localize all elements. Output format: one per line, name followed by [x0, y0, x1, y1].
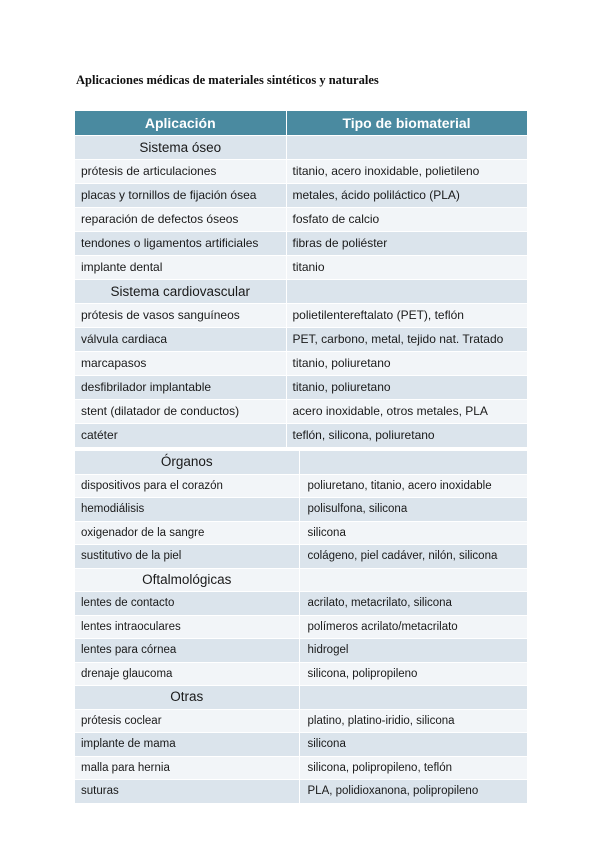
biomaterials-table-part-2 — [75, 451, 528, 804]
biomaterial-cell: titanio, poliuretano — [286, 376, 527, 400]
table-row — [75, 400, 527, 424]
biomaterial-cell: PLA, polidioxanona, polipropileno — [299, 780, 527, 804]
table-row — [75, 184, 527, 208]
application-cell: válvula cardiaca — [75, 328, 286, 352]
table-row — [75, 424, 527, 448]
table-row — [75, 615, 527, 639]
section-row — [75, 280, 527, 304]
section-empty-cell — [286, 136, 527, 160]
biomaterial-cell: silicona — [299, 521, 527, 545]
table-row — [75, 498, 527, 522]
biomaterial-cell: colágeno, piel cadáver, nilón, silicona — [299, 545, 527, 569]
table-row — [75, 256, 527, 280]
table-row — [75, 208, 527, 232]
table-row — [75, 639, 527, 663]
application-cell: reparación de defectos óseos — [75, 208, 286, 232]
application-cell: dispositivos para el corazón — [75, 474, 299, 498]
section-heading: Otras — [75, 686, 299, 710]
application-cell: sustitutivo de la piel — [75, 545, 299, 569]
application-cell: prótesis de articulaciones — [75, 160, 286, 184]
biomaterial-cell: poliuretano, titanio, acero inoxidable — [299, 474, 527, 498]
biomaterial-cell: acrilato, metacrilato, silicona — [299, 592, 527, 616]
table-row — [75, 352, 527, 376]
header-aplicacion: Aplicación — [75, 111, 286, 136]
document-title: Aplicaciones médicas de materiales sintéticos y naturales — [76, 73, 379, 87]
section-empty-cell — [299, 568, 527, 592]
table-row — [75, 160, 527, 184]
section-row — [75, 451, 527, 474]
section-row — [75, 136, 527, 160]
application-cell: implante dental — [75, 256, 286, 280]
biomaterial-cell: polímeros acrilato/metacrilato — [299, 615, 527, 639]
biomaterial-cell: polietilentereftalato (PET), teflón — [286, 304, 527, 328]
application-cell: lentes de contacto — [75, 592, 299, 616]
table-row — [75, 521, 527, 545]
biomaterial-cell: metales, ácido poliláctico (PLA) — [286, 184, 527, 208]
section-empty-cell — [299, 686, 527, 710]
biomaterial-cell: PET, carbono, metal, tejido nat. Tratado — [286, 328, 527, 352]
application-cell: suturas — [75, 780, 299, 804]
section-heading: Sistema óseo — [75, 136, 286, 160]
section-heading: Órganos — [75, 451, 299, 474]
application-cell: drenaje glaucoma — [75, 662, 299, 686]
application-cell: prótesis coclear — [75, 709, 299, 733]
table-header-row — [75, 111, 527, 136]
section-empty-cell — [286, 280, 527, 304]
application-cell: malla para hernia — [75, 756, 299, 780]
biomaterial-cell: teflón, silicona, poliuretano — [286, 424, 527, 448]
table-row — [75, 662, 527, 686]
section-row — [75, 568, 527, 592]
table-row — [75, 328, 527, 352]
section-heading: Oftalmológicas — [75, 568, 299, 592]
biomaterial-cell: titanio, poliuretano — [286, 352, 527, 376]
table-row — [75, 709, 527, 733]
section-heading: Sistema cardiovascular — [75, 280, 286, 304]
application-cell: hemodiálisis — [75, 498, 299, 522]
application-cell: desfibrilador implantable — [75, 376, 286, 400]
biomaterial-cell: fosfato de calcio — [286, 208, 527, 232]
biomaterial-cell: platino, platino-iridio, silicona — [299, 709, 527, 733]
table-row — [75, 733, 527, 757]
table-row — [75, 780, 527, 804]
biomaterial-cell: silicona, polipropileno, teflón — [299, 756, 527, 780]
table-row — [75, 232, 527, 256]
application-cell: stent (dilatador de conductos) — [75, 400, 286, 424]
biomaterial-cell: silicona — [299, 733, 527, 757]
header-tipo-biomaterial: Tipo de biomaterial — [286, 111, 527, 136]
table-row — [75, 756, 527, 780]
application-cell: prótesis de vasos sanguíneos — [75, 304, 286, 328]
application-cell: oxigenador de la sangre — [75, 521, 299, 545]
biomaterial-cell: titanio, acero inoxidable, polietileno — [286, 160, 527, 184]
application-cell: implante de mama — [75, 733, 299, 757]
section-empty-cell — [299, 451, 527, 474]
table-row — [75, 592, 527, 616]
table-row — [75, 304, 527, 328]
biomaterial-cell: polisulfona, silicona — [299, 498, 527, 522]
biomaterials-table-part-1 — [75, 111, 528, 448]
application-cell: lentes para córnea — [75, 639, 299, 663]
biomaterial-cell: acero inoxidable, otros metales, PLA — [286, 400, 527, 424]
table-row — [75, 474, 527, 498]
application-cell: placas y tornillos de fijación ósea — [75, 184, 286, 208]
biomaterial-cell: titanio — [286, 256, 527, 280]
table-row — [75, 376, 527, 400]
biomaterial-cell: silicona, polipropileno — [299, 662, 527, 686]
biomaterial-cell: hidrogel — [299, 639, 527, 663]
application-cell: marcapasos — [75, 352, 286, 376]
application-cell: catéter — [75, 424, 286, 448]
application-cell: lentes intraoculares — [75, 615, 299, 639]
section-row — [75, 686, 527, 710]
table-row — [75, 545, 527, 569]
application-cell: tendones o ligamentos artificiales — [75, 232, 286, 256]
biomaterial-cell: fibras de poliéster — [286, 232, 527, 256]
